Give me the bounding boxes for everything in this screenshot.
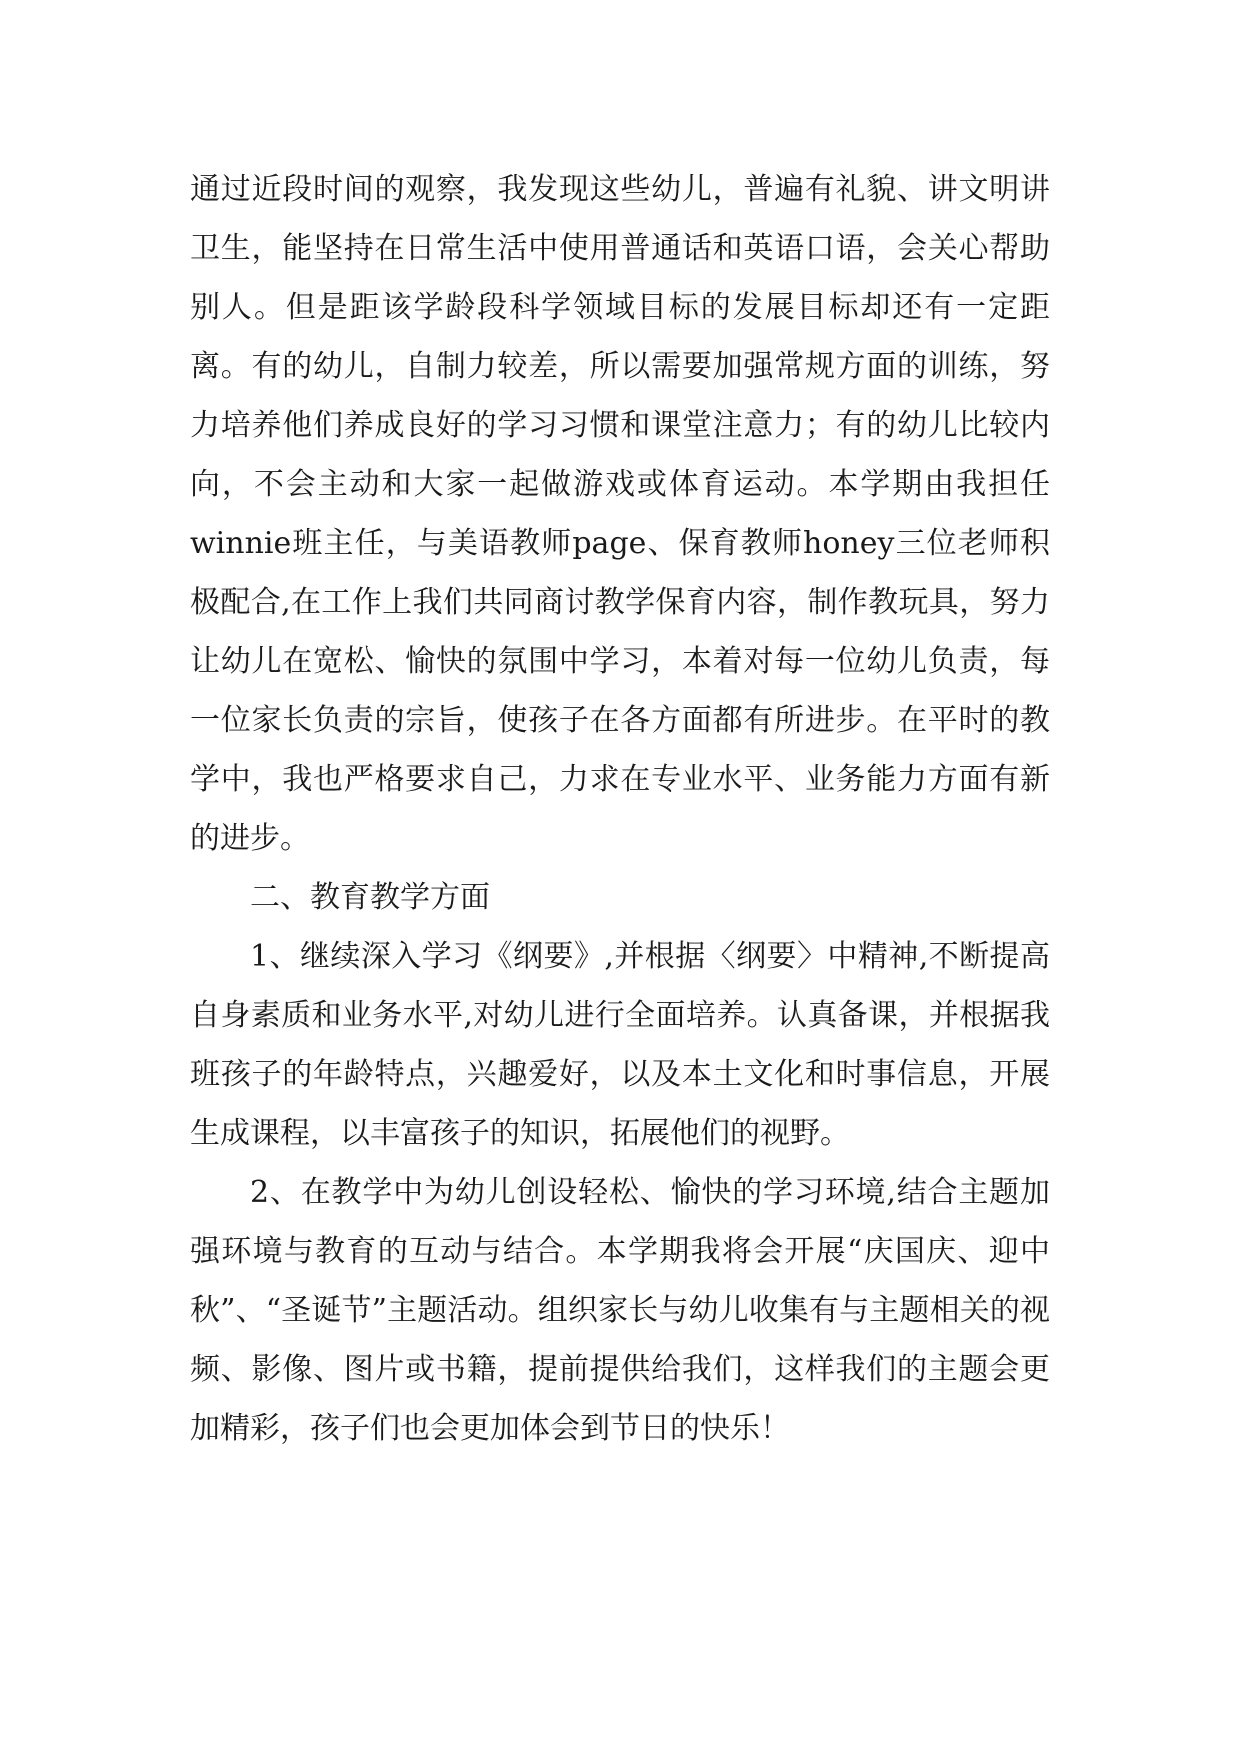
paragraph-item-2: 2、在教学中为幼儿创设轻松、愉快的学习环境,结合主题加强环境与教育的互动与结合。本学期我将会开展“庆国庆、迎中秋”、“圣诞节”主题活动。组织家长与幼儿收集有与主题相关的视频、影像、图片或书籍，提前提供给我们，这样我们的主题会更加精彩，孩子们也会更加体会到节日的快乐！ [190,1175,1050,1446]
section-heading-teaching: 二、教育教学方面 [250,880,490,915]
paragraph-intro: 通过近段时间的观察，我发现这些幼儿，普遍有礼貌、讲文明讲卫生，能坚持在日常生活中使用普通话和英语口语，会关心帮助别人。但是距该学龄段科学领域目标的发展目标却还有一定距离。有的幼儿，自制力较差，所以需要加强常规方面的训练，努力培养他们养成良好的学习习惯和课堂注意力；有的幼儿比较内向，不会主动和大家一起做游戏或体育运动。本学期由我担任winnie班主任，与美语教师page、保育教师honey三位老师积极配合,在工作上我们共同商讨教学保育内容，制作教玩具，努力让幼儿在宽松、愉快的氛围中学习，本着对每一位幼儿负责，每一位家长负责的宗旨，使孩子在各方面都有所进步。在平时的教学中，我也严格要求自己，力求在专业水平、业务能力方面有新的进步。 [190,172,1050,856]
paragraph-item-1: 1、继续深入学习《纲要》,并根据〈纲要〉中精神,不断提高自身素质和业务水平,对幼儿进行全面培养。认真备课，并根据我班孩子的年龄特点，兴趣爱好，以及本土文化和时事信息，开展生成课程，以丰富孩子的知识，拓展他们的视野。 [190,939,1050,1151]
document-body [190,160,1050,1458]
